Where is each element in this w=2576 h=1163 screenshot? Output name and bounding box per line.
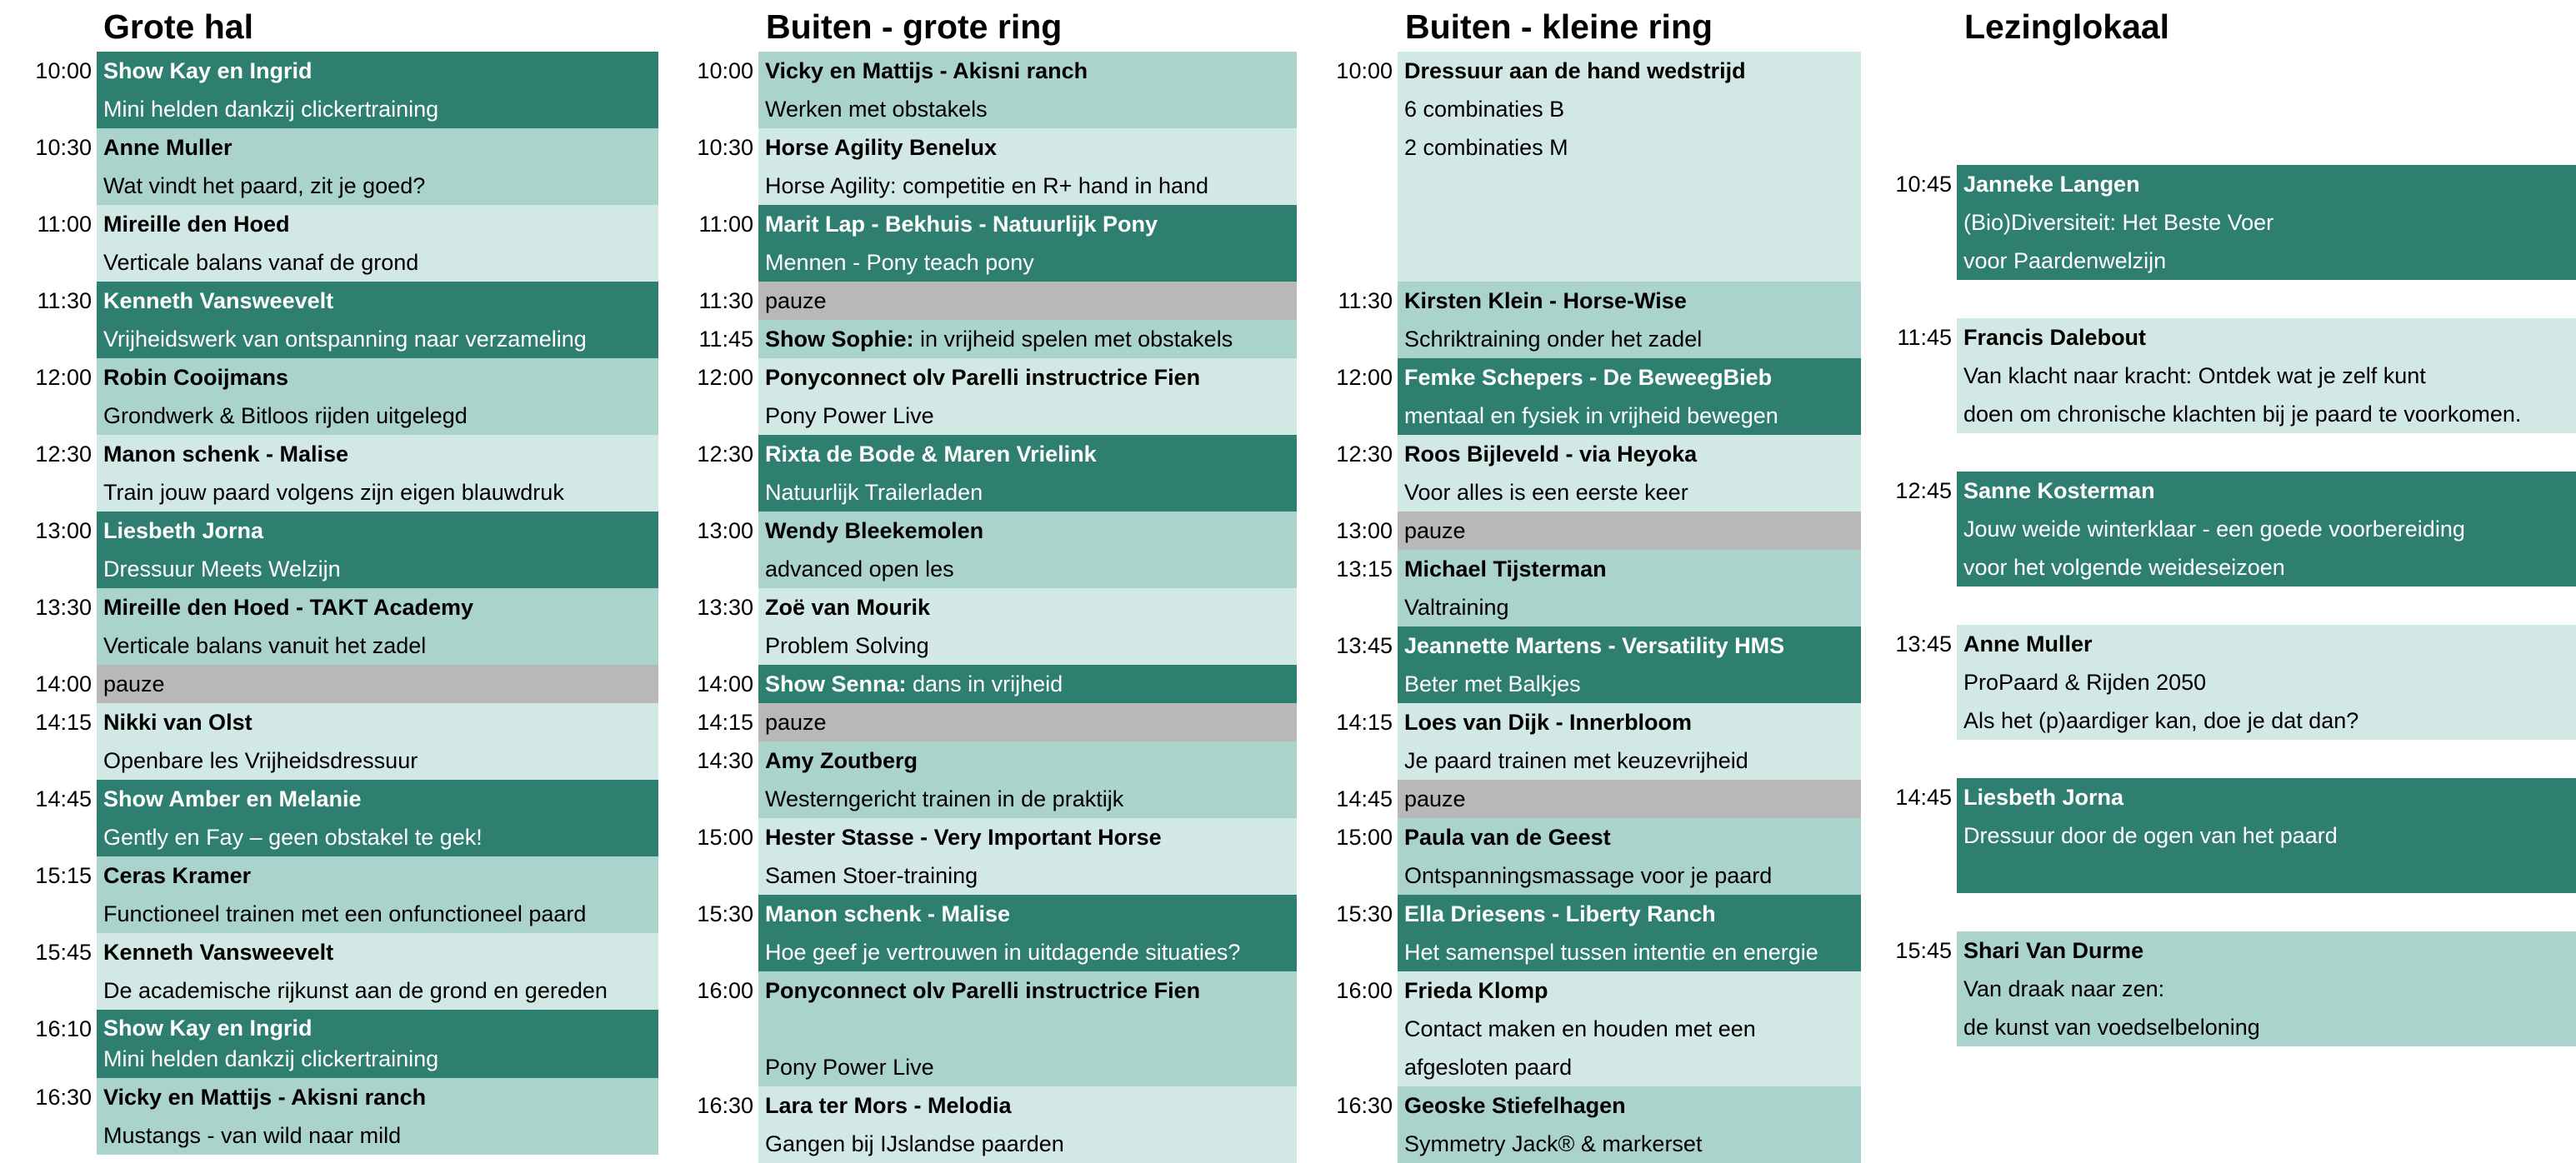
session-time: 14:15 [35, 710, 92, 735]
session-block [758, 205, 1297, 282]
session-subtitle: Grondwerk & Bitloos rijden uitgelegd [103, 403, 468, 428]
session-subtitle: Mini helden dankzij clickertraining [103, 97, 439, 122]
session-subtitle: Pony Power Live [765, 403, 934, 428]
session-time: 14:00 [35, 671, 92, 696]
session-speaker: Jeannette Martens - Versatility HMS [1404, 633, 1785, 658]
session-speaker: Wendy Bleekemolen [765, 518, 984, 543]
session-subtitle: dans in vrijheid [906, 671, 1063, 696]
session-time: 11:30 [1338, 288, 1393, 313]
session-speaker: Ceras Kramer [103, 863, 252, 888]
session-subtitle: doen om chronische klachten bij je paard te voorkomen. [1963, 402, 2522, 427]
session-subtitle: ProPaard & Rijden 2050 [1963, 670, 2207, 695]
session-speaker: Lara ter Mors - Melodia [765, 1093, 1012, 1118]
session-subtitle: Verticale balans vanaf de grond [103, 250, 419, 275]
session-block [758, 320, 1297, 358]
session-time: 13:45 [1895, 631, 1952, 656]
session-speaker: Paula van de Geest [1404, 825, 1611, 850]
session-block [758, 665, 1297, 703]
session-subtitle [1963, 855, 2573, 893]
session-time: 10:30 [35, 135, 92, 160]
session-block [1398, 971, 1861, 1086]
session-speaker: Kirsten Klein - Horse-Wise [1404, 288, 1687, 313]
session-speaker: Nikki van Olst [103, 710, 253, 735]
session-speaker: Marit Lap - Bekhuis - Natuurlijk Pony [765, 212, 1158, 237]
pause-label: pauze [765, 710, 827, 735]
session-time: 14:45 [1336, 786, 1393, 811]
pause-block [758, 703, 1297, 741]
session-time: 12:30 [35, 442, 92, 467]
session-subtitle: Werken met obstakels [765, 97, 988, 122]
session-subtitle: Contact maken en houden met een [1404, 1016, 1756, 1041]
session-speaker: Show Kay en Ingrid [103, 58, 313, 83]
session-time: 13:30 [697, 595, 753, 620]
session-time: 12:00 [697, 365, 753, 390]
session-subtitle: Openbare les Vrijheidsdressuur [103, 748, 418, 773]
session-block [1398, 282, 1861, 358]
session-speaker: Zoë van Mourik [765, 595, 931, 620]
session-subtitle [765, 1010, 1293, 1048]
session-time: 12:00 [35, 365, 92, 390]
session-speaker: Geoske Stiefelhagen [1404, 1093, 1626, 1118]
session-time: 16:30 [697, 1093, 753, 1118]
session-subtitle: (Bio)Diversiteit: Het Beste Voer [1963, 210, 2274, 235]
session-subtitle: Gangen bij IJslandse paarden [765, 1131, 1064, 1156]
session-speaker: Vicky en Mattijs - Akisni ranch [103, 1085, 427, 1110]
session-speaker: Kenneth Vansweevelt [103, 288, 334, 313]
session-subtitle: Je paard trainen met keuzevrijheid [1404, 748, 1748, 773]
session-title: Show Senna: [765, 671, 907, 696]
session-time: 13:00 [697, 518, 753, 543]
session-time: 15:15 [35, 863, 92, 888]
session-speaker: Kenneth Vansweevelt [103, 940, 334, 965]
session-block [97, 1078, 658, 1155]
session-time: 11:45 [1897, 325, 1952, 350]
session-block [97, 512, 658, 588]
column-title: Lezinglokaal [1964, 7, 2170, 46]
session-subtitle: Horse Agility: competitie en R+ hand in hand [765, 173, 1209, 198]
session-subtitle: Van klacht naar kracht: Ontdek wat je zelf kunt [1963, 363, 2426, 388]
session-block [1398, 550, 1861, 626]
session-subtitle: Mustangs - van wild naar mild [103, 1123, 402, 1148]
session-block [97, 205, 658, 282]
session-subtitle: 2 combinaties M [1404, 135, 1568, 160]
session-block [758, 741, 1297, 818]
session-block [1398, 818, 1861, 895]
session-block [758, 435, 1297, 512]
session-speaker: Rixta de Bode & Maren Vrielink [765, 442, 1097, 467]
session-speaker: Shari Van Durme [1963, 938, 2144, 963]
session-time: 12:30 [697, 442, 753, 467]
session-block [1957, 625, 2576, 740]
session-speaker: Horse Agility Benelux [765, 135, 998, 160]
pause-block [1398, 512, 1861, 550]
session-block [1398, 895, 1861, 971]
session-speaker: Anne Muller [1963, 631, 2093, 656]
session-time: 16:30 [1336, 1093, 1393, 1118]
session-block [758, 588, 1297, 665]
session-speaker: Frieda Klomp [1404, 978, 1548, 1003]
session-speaker: Loes van Dijk - Innerbloom [1404, 710, 1693, 735]
session-speaker: Amy Zoutberg [765, 748, 918, 773]
session-block [1957, 931, 2576, 1046]
column-title: Buiten - kleine ring [1405, 7, 1713, 46]
session-subtitle: de kunst van voedselbeloning [1963, 1015, 2260, 1040]
session-speaker: Manon schenk - Malise [103, 442, 349, 467]
session-subtitle: mentaal en fysiek in vrijheid bewegen [1404, 403, 1778, 428]
session-block [97, 588, 658, 665]
session-block [97, 282, 658, 358]
session-subtitle: Symmetry Jack® & markerset [1404, 1131, 1703, 1156]
session-speaker: Manon schenk - Malise [765, 901, 1011, 926]
session-block [758, 128, 1297, 205]
session-speaker: Janneke Langen [1963, 172, 2140, 197]
session-subtitle: voor Paardenwelzijn [1963, 248, 2167, 273]
session-speaker: Dressuur aan de hand wedstrijd [1404, 58, 1746, 83]
session-speaker: Anne Muller [103, 135, 233, 160]
pause-block [97, 665, 658, 703]
session-block [97, 52, 658, 128]
session-subtitle: Westerngericht trainen in de praktijk [765, 786, 1124, 811]
session-speaker: Ella Driesens - Liberty Ranch [1404, 901, 1716, 926]
session-subtitle: Hoe geef je vertrouwen in uitdagende situaties? [765, 940, 1241, 965]
pause-label: pauze [1404, 786, 1466, 811]
pause-block [758, 282, 1297, 320]
session-speaker: Robin Cooijmans [103, 365, 288, 390]
session-time: 12:30 [1336, 442, 1393, 467]
session-speaker: Vicky en Mattijs - Akisni ranch [765, 58, 1088, 83]
session-subtitle: Valtraining [1404, 595, 1509, 620]
session-block [758, 818, 1297, 895]
session-block [1957, 472, 2576, 586]
session-speaker: Ponyconnect olv Parelli instructrice Fien [765, 365, 1201, 390]
session-block [97, 780, 658, 856]
pause-label: pauze [103, 671, 165, 696]
session-subtitle: afgesloten paard [1404, 1055, 1573, 1080]
session-speaker: Ponyconnect olv Parelli instructrice Fien [765, 978, 1201, 1003]
session-time: 16:30 [35, 1085, 92, 1110]
session-line [765, 665, 1293, 703]
session-time: 15:45 [1895, 938, 1952, 963]
session-subtitle: Als het (p)aardiger kan, doe je dat dan? [1963, 708, 2359, 733]
session-subtitle: Pony Power Live [765, 1055, 934, 1080]
session-speaker: Femke Schepers - De BeweegBieb [1404, 365, 1773, 390]
session-time: 10:45 [1895, 172, 1952, 197]
session-block [1957, 165, 2576, 280]
session-time: 10:00 [35, 58, 92, 83]
session-speaker: Liesbeth Jorna [103, 518, 264, 543]
session-subtitle: Beter met Balkjes [1404, 671, 1581, 696]
session-subtitle: Mini helden dankzij clickertraining [103, 1046, 439, 1071]
session-time: 13:15 [1336, 557, 1393, 582]
session-block [97, 703, 658, 780]
session-time: 11:00 [698, 212, 753, 237]
session-time: 15:00 [697, 825, 753, 850]
session-subtitle: Train jouw paard volgens zijn eigen blauwdruk [103, 480, 564, 505]
session-subtitle: advanced open les [765, 557, 954, 582]
session-block [1398, 52, 1861, 282]
session-subtitle: Van draak naar zen: [1963, 976, 2165, 1001]
pause-label: pauze [765, 288, 827, 313]
session-speaker: Hester Stasse - Very Important Horse [765, 825, 1162, 850]
session-speaker: Show Amber en Melanie [103, 786, 362, 811]
session-subtitle: Samen Stoer-training [765, 863, 978, 888]
session-time: 11:00 [37, 212, 92, 237]
session-time: 16:00 [697, 978, 753, 1003]
session-block [97, 358, 658, 435]
session-subtitle: Problem Solving [765, 633, 929, 658]
column-title: Grote hal [103, 7, 253, 46]
session-time: 16:10 [35, 1016, 92, 1041]
session-block [97, 435, 658, 512]
session-speaker: Francis Dalebout [1963, 325, 2147, 350]
session-time: 13:00 [1336, 518, 1393, 543]
session-time: 14:00 [697, 671, 753, 696]
session-subtitle: voor het volgende weideseizoen [1963, 555, 2285, 580]
session-time: 14:30 [697, 748, 753, 773]
session-time: 15:00 [1336, 825, 1393, 850]
session-subtitle: 6 combinaties B [1404, 97, 1565, 122]
session-block [758, 512, 1297, 588]
session-subtitle: Verticale balans vanuit het zadel [103, 633, 427, 658]
session-time: 12:00 [1336, 365, 1393, 390]
session-subtitle: Jouw weide winterklaar - een goede voorbereiding [1963, 517, 2465, 542]
session-time: 12:45 [1895, 478, 1952, 503]
session-time: 15:30 [697, 901, 753, 926]
session-speaker: Michael Tijsterman [1404, 557, 1607, 582]
session-subtitle: Wat vindt het paard, zit je goed? [103, 173, 426, 198]
session-block [97, 933, 658, 1010]
session-subtitle: De academische rijkunst aan de grond en gereden [103, 978, 608, 1003]
session-block [758, 895, 1297, 971]
session-time: 16:00 [1336, 978, 1393, 1003]
session-speaker: Show Kay en Ingrid [103, 1016, 313, 1041]
session-block [1398, 703, 1861, 780]
session-block [97, 1010, 658, 1078]
session-subtitle: Voor alles is een eerste keer [1404, 480, 1688, 505]
session-block [758, 971, 1297, 1086]
session-line [765, 320, 1293, 358]
session-block [758, 52, 1297, 128]
session-block [97, 128, 658, 205]
session-speaker: Roos Bijleveld - via Heyoka [1404, 442, 1698, 467]
session-time: 13:00 [35, 518, 92, 543]
session-speaker: Mireille den Hoed - TAKT Academy [103, 595, 474, 620]
session-subtitle: Ontspanningsmassage voor je paard [1404, 863, 1773, 888]
session-subtitle: Dressuur Meets Welzijn [103, 557, 341, 582]
session-subtitle: Mennen - Pony teach pony [765, 250, 1034, 275]
session-block [1957, 778, 2576, 893]
session-block [1398, 1086, 1861, 1163]
session-block [1957, 318, 2576, 433]
session-time: 14:45 [35, 786, 92, 811]
session-subtitle: Natuurlijk Trailerladen [765, 480, 983, 505]
session-speaker: Sanne Kosterman [1963, 478, 2155, 503]
session-time: 11:30 [37, 288, 92, 313]
session-block [97, 856, 658, 933]
session-block [1398, 358, 1861, 435]
pause-block [1398, 780, 1861, 818]
session-time: 15:30 [1336, 901, 1393, 926]
session-time: 13:30 [35, 595, 92, 620]
session-block [1398, 435, 1861, 512]
session-time: 15:45 [35, 940, 92, 965]
session-subtitle: Dressuur door de ogen van het paard [1963, 823, 2338, 848]
session-time: 10:30 [697, 135, 753, 160]
session-time: 11:30 [698, 288, 753, 313]
session-subtitle: Gently en Fay – geen obstakel te gek! [103, 825, 483, 850]
session-speaker: Mireille den Hoed [103, 212, 290, 237]
session-subtitle: in vrijheid spelen met obstakels [913, 327, 1233, 352]
session-subtitle: Vrijheidswerk van ontspanning naar verzameling [103, 327, 587, 352]
session-block [758, 1086, 1297, 1163]
session-time: 10:00 [697, 58, 753, 83]
session-title: Show Sophie: [765, 327, 914, 352]
column-title: Buiten - grote ring [766, 7, 1063, 46]
session-subtitle: Het samenspel tussen intentie en energie [1404, 940, 1818, 965]
session-subtitle: Functioneel trainen met een onfunctioneel paard [103, 901, 587, 926]
session-block [1398, 626, 1861, 703]
session-block [758, 358, 1297, 435]
session-time: 11:45 [698, 327, 753, 352]
session-subtitle: Schriktraining onder het zadel [1404, 327, 1703, 352]
session-time: 14:45 [1895, 785, 1952, 810]
session-time: 10:00 [1336, 58, 1393, 83]
session-time: 14:15 [1336, 710, 1393, 735]
pause-label: pauze [1404, 518, 1466, 543]
session-time: 13:45 [1336, 633, 1393, 658]
session-speaker: Liesbeth Jorna [1963, 785, 2124, 810]
session-time: 14:15 [697, 710, 753, 735]
